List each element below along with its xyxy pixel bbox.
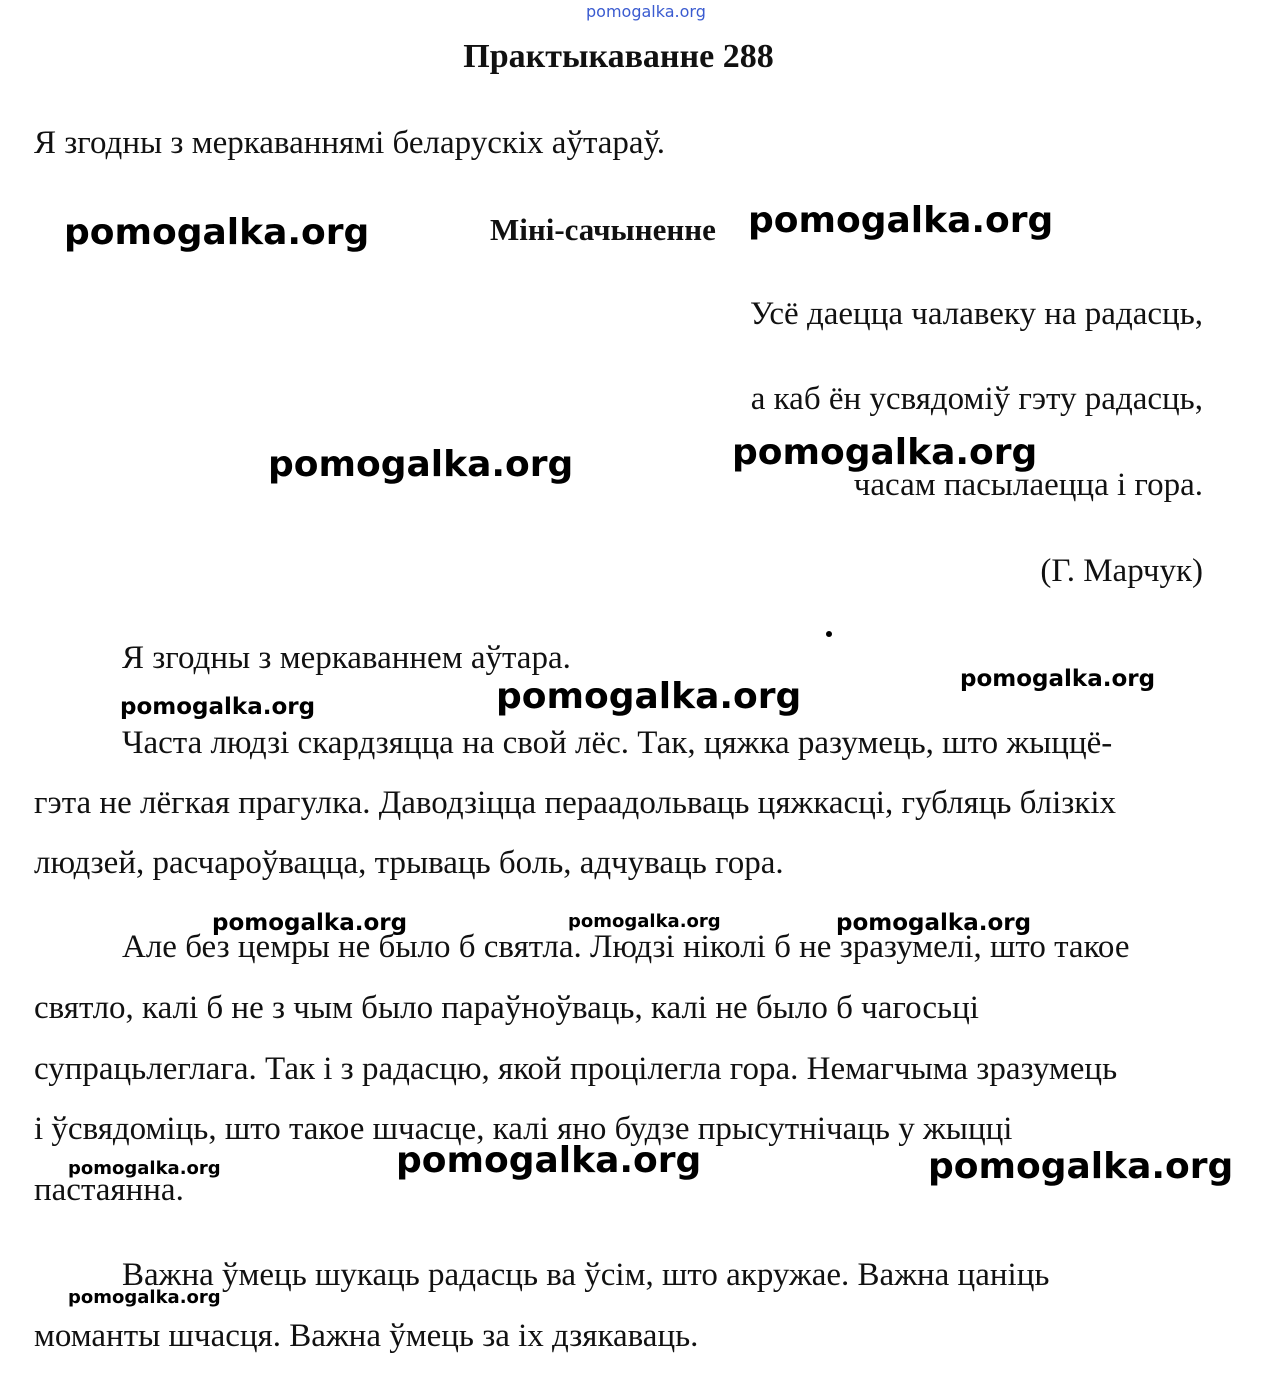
watermark: pomogalka.org [568,911,721,932]
body-paragraph: Я згодны з меркаваннем аўтара. [122,640,571,676]
body-line: пастаянна. [34,1172,184,1208]
body-line: і ўсвядоміць, што такое шчасце, калі яно будзе прысутнічаць у жыцці [34,1111,1013,1147]
intro-text: Я згодны з меркаваннямі беларускіх аўтараў. [34,125,666,161]
watermark: pomogalka.org [928,1146,1234,1187]
stray-dot [826,631,832,637]
watermark: pomogalka.org [212,910,408,936]
body-line: Важна ўмець шукаць радасць ва ўсім, што акружае. Важна цаніць [122,1257,1050,1293]
subtitle: Міні-сачыненне [490,212,716,247]
watermark: pomogalka.org [836,910,1032,936]
body-line: людзей, расчароўвацца, трываць боль, адчуваць гора. [34,845,784,881]
watermark: pomogalka.org [268,444,574,485]
epigraph-line: Усё даецца чалавеку на радасць, [750,296,1203,332]
watermark: pomogalka.org [732,432,1038,473]
body-line: гэта не лёгкая прагулка. Даводзіцца пераадольваць цяжкасці, губляць блізкіх [34,785,1116,821]
watermark: pomogalka.org [120,694,316,720]
body-line: Але без цемры не было б святла. Людзі ніколі б не зразумелі, што такое [122,929,1130,965]
watermark: pomogalka.org [748,200,1054,241]
watermark: pomogalka.org [68,1158,221,1179]
body-line: моманты шчасця. Важна ўмець за іх дзякаваць. [34,1318,699,1354]
epigraph-author: (Г. Марчук) [1040,553,1203,589]
watermark: pomogalka.org [64,212,370,253]
watermark: pomogalka.org [960,666,1156,692]
body-line: Часта людзі скардзяцца на свой лёс. Так, цяжка разумець, што жыццё- [122,725,1113,761]
body-line: супрацьлеглага. Так і з радасцю, якой процілегла гора. Немагчыма зразумець [34,1051,1118,1087]
watermark: pomogalka.org [496,676,802,717]
epigraph-line: а каб ён усвядоміў гэту радасць, [750,381,1203,417]
watermark-top: pomogalka.org [586,2,706,21]
epigraph-line: часам пасылаецца і гора. [853,467,1203,503]
body-line: святло, калі б не з чым было параўноўваць, калі не было б чагосьці [34,990,979,1026]
watermark: pomogalka.org [396,1140,702,1181]
page-title: Практыкаванне 288 [463,38,774,75]
watermark: pomogalka.org [68,1287,221,1308]
